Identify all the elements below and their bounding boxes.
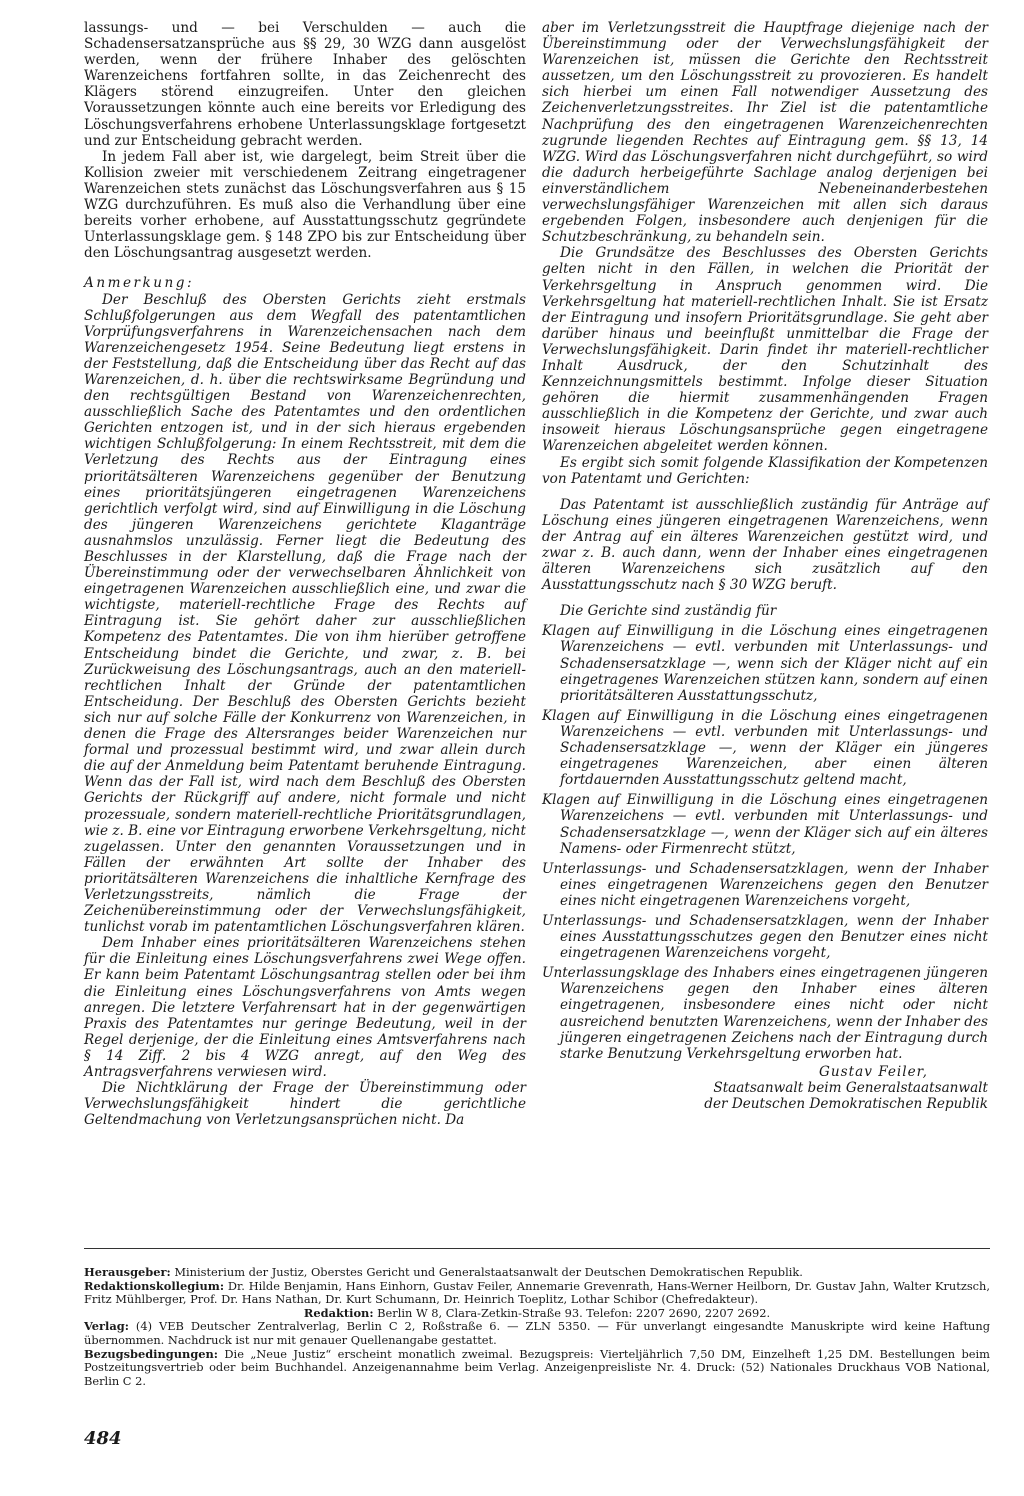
paragraph: Es ergibt sich somit folgende Klassifikation der Kompetenzen von Patentamt und Gerichten:: [542, 454, 988, 487]
imprint-publisher: [84, 1266, 990, 1280]
imprint-label: Bezugsbedingungen:: [84, 1346, 219, 1361]
list-item: Unterlassungs- und Schadensersatzklagen, wenn der Inhaber eines eingetragenen Warenzeichens gegen den Benutzer eines nicht eingetragenen Warenzeichens vorgeht,: [542, 860, 988, 909]
imprint-bezug: [84, 1348, 990, 1389]
list-item: Klagen auf Einwilligung in die Löschung eines eingetragenen Warenzeichens — evtl. verbunden mit Unterlassungs- und Schadensersatzklage —, wenn sich der Kläger nicht auf ein eingetragenes Warenzeichen stützen kann, sondern auf einen prioritätsälteren Ausstattungsschutz,: [542, 623, 988, 704]
imprint-label: Redaktionskollegium:: [84, 1278, 225, 1293]
right-column: [542, 20, 988, 1112]
paragraph: Der Beschluß des Obersten Gerichts zieht erstmals Schlußfolgerungen aus dem Wegfall des patentamtlichen Vorprüfungsverfahrens in Warenzeichensachen nach dem Warenzeichengesetz 1954. Seine Bedeutung liegt erstens in der Feststellung, daß die Entscheidung über das Recht auf das Warenzeichen, d. h. über die rechtswirksame Begründung und den rechtsgültigen Bestand von Warenzeichenrechten, ausschließlich Sache des Patentamtes und den ordentlichen Gerichten entzogen ist, und in der sich hieraus ergebenden wichtigen Schlußfolgerung: In einem Rechtsstreit, mit dem die Verletzung des Rechts aus der Eintragung eines prioritätsälteren Warenzeichens gegenüber der Benutzung eines prioritätsjüngeren eingetragenen Warenzeichens gerichtlich verfolgt wird, sind auf Einwilligung in die Löschung des jüngeren Warenzeichens gerichtete Klaganträge ausnahmslos unzulässig. Ferner liegt die Bedeutung des Beschlusses in der Klarstellung, daß die Frage nach der Übereinstimmung oder der verwechselbaren Ähnlichkeit von eingetragenen Warenzeichen ausschließlich eine, und zwar die wichtigste, materiell-rechtliche Frage des Rechts auf Eintragung ist. Sie gehört daher zur ausschließlichen Kompetenz des Patentamtes. Die von ihm hierüber getroffene Entscheidung bindet die Gerichte, und zwar, z. B. bei Zurückweisung des Löschungsantrags, auch an den materiell-rechtlichen Inhalt der Gründe der patentamtlichen Entscheidung. Der Beschluß des Obersten Gerichts bezieht sich nur auf solche Fälle der Konkurrenz von Warenzeichen, in denen die Frage des Altersranges beider Warenzeichen nur formal und prozessual bestimmt wird, und zwar allein durch die auf der Anmeldung beim Patentamt beruhende Eintragung. Wenn das der Fall ist, wird nach dem Beschluß des Obersten Gerichts der Rückgriff auf andere, nicht formale und nicht prozessuale, sondern materiell-rechtliche Prioritätsgrundlagen, wie z. B. eine vor Eintragung erworbene Verkehrsgeltung, nicht zugelassen. Unter den genannten Voraussetzungen und in Fällen der erwähnten Art sollte der Inhaber des prioritätsälteren Warenzeichens die inhaltliche Kernfrage des Verletzungsstreits, nämlich die Frage der Zeichenübereinstimmung oder der Verwechslungsfähigkeit, tunlichst vorab im patentamtlichen Löschungsverfahren klären.: [84, 291, 527, 936]
imprint-text: (4) VEB Deutscher Zentralverlag, Berlin C 2, Roßstraße 6. — ZLN 5350. — Für unverlangt eingesandte Manuskripte wird keine Haftung übernommen. Nachdruck ist nur mit genauer Quellenangabe gestattet.: [84, 1319, 990, 1347]
left-column: [84, 20, 526, 1128]
signature-name: Gustav Feiler,: [819, 1063, 928, 1080]
imprint-text: Berlin W 8, Clara-Zetkin-Straße 93. Telefon: 2207 2690, 2207 2692.: [377, 1305, 771, 1320]
imprint-label: Herausgeber:: [84, 1265, 171, 1279]
imprint: [84, 1266, 990, 1388]
imprint-text: Dr. Hilde Benjamin, Hans Einhorn, Gustav Feiler, Annemarie Grevenrath, Hans-Werner Heilborn, Dr. Gustav Jahn, Walter Krutzsch, Fritz Mühlberger, Prof. Dr. Hans Nathan, Dr. Kurt Schumann, Dr. Heinrich Toeplitz, Lothar Schibor (Chefredakteur).: [84, 1278, 990, 1307]
paragraph: Das Patentamt ist ausschließlich zuständig für Anträge auf Löschung eines jüngeren eingetragenen Warenzeichens, wenn der Antrag auf ein älteres Warenzeichen gestützt wird, und zwar z. B. auch dann, wenn der Inhaber eines eingetragenen älteren Warenzeichens sich zusätzlich auf den Ausstattungsschutz nach § 30 WZG beruft.: [542, 496, 988, 594]
list-item: Unterlassungs- und Schadensersatzklagen, wenn der Inhaber eines Ausstattungsschutzes gegen den Benutzer eines nicht eingetragenen Warenzeichens vorgeht,: [542, 912, 988, 962]
paragraph: Die Gerichte sind zuständig für: [560, 603, 777, 620]
signature-title: Staatsanwalt beim Generalstaatsanwalt: [713, 1079, 988, 1096]
imprint-label: Redaktion:: [303, 1305, 374, 1320]
list-item: Klagen auf Einwilligung in die Löschung eines eingetragenen Warenzeichens — evtl. verbunden mit Unterlassungs- und Schadensersatzklage —, wenn der Kläger ein jüngeres eingetragenes Warenzeichen, aber einen älteren fortdauernden Ausstattungsschutz geltend macht,: [542, 707, 988, 789]
imprint-text: Die „Neue Justiz“ erscheint monatlich zweimal. Bezugspreis: Vierteljährlich 7,50 DM, Einzelheft 1,25 DM. Bestellungen beim Postzeitungsvertrieb oder beim Buchhandel. Anzeigenannahme beim Verlag. Anzeigenpreisliste Nr. 4. Druck: (52) Nationales Druckhaus VOB National, Berlin C 2.: [84, 1346, 990, 1388]
paragraph: lassungs- und — bei Verschulden — auch die Schadensersatzansprüche aus §§ 29, 30 WZG dann ausgelöst werden, wenn der frühere Inhaber des gelöschten Warenzeichens fortfahren sollte, in das Zeichenrecht des Klägers störend einzugreifen. Unter den gleichen Voraussetzungen könnte auch eine bereits vor Erledigung des Löschungsverfahrens erhobene Unterlassungsklage fortgesetzt und zur Entscheidung gebracht werden.: [84, 20, 526, 149]
list-item: Klagen auf Einwilligung in die Löschung eines eingetragenen Warenzeichens — evtl. verbunden mit Unterlassungs- und Schadensersatzklage —, wenn der Kläger sich auf ein älteres Namens- oder Firmenrecht stützt,: [542, 792, 988, 857]
paragraph: Die Nichtklärung der Frage der Übereinstimmung oder Verwechslungsfähigkeit hindert die gerichtliche Geltendmachung von Verletzungsansprüchen nicht. Da: [84, 1080, 526, 1129]
page-number: 484: [84, 1428, 122, 1449]
section-heading: Anmerkung:: [84, 275, 195, 292]
list-item: Unterlassungsklage des Inhabers eines eingetragenen jüngeren Warenzeichens gegen den Inhaber eines älteren eingetragenen, insbesondere eines nicht oder nicht ausreichend benutzten Warenzeichens, wenn der Inhaber des jüngeren eingetragenen Zeichens nach der Eintragung durch starke Benutzung Verkehrsgeltung erworben hat.: [542, 965, 988, 1062]
paragraph: Dem Inhaber eines prioritätsälteren Warenzeichens stehen für die Einleitung eines Löschungsverfahrens zwei Wege offen. Er kann beim Patentamt Löschungsantrag stellen oder bei ihm die Einleitung eines Löschungsverfahrens von Amts wegen anregen. Die letztere Verfahrensart hat in der gegenwärtigen Praxis des Patentamtes nur geringe Bedeutung, weil in der Regel derjenige, der die Einleitung eines Amtsverfahrens nach § 14 Ziff. 2 bis 4 WZG anregt, auf den Weg des Antragsverfahrens verwiesen wird.: [84, 935, 526, 1080]
divider: [84, 1248, 990, 1249]
imprint-editorial: [84, 1280, 990, 1307]
imprint-redaktion: [84, 1307, 990, 1321]
paragraph: Die Grundsätze des Beschlusses des Obersten Gerichts gelten nicht in den Fällen, in welchen die Priorität der Verkehrsgeltung in Anspruch genommen wird. Die Verkehrsgeltung hat materiell-rechtlichen Inhalt. Sie ist Ersatz der Eintragung und insofern Prioritätsgrundlage. Sie geht aber darüber hinaus und beeinflußt unmittelbar die Frage der Verwechslungsfähigkeit. Darin findet ihr materiell-rechtlicher Inhalt Ausdruck, der den Schutzinhalt des Kennzeichnungsmittels bestimmt. Infolge dieser Situation gehören die hiermit zusammenhängenden Fragen ausschließlich in die Kompetenz der Gerichte, und zwar auch insoweit hieraus Löschungsansprüche gegen eingetragene Warenzeichen abgeleitet werden können.: [542, 245, 988, 455]
imprint-text: Ministerium der Justiz, Oberstes Gericht und Generalstaatsanwalt der Deutschen Demokratischen Republik.: [174, 1265, 803, 1279]
paragraph: aber im Verletzungsstreit die Hauptfrage diejenige nach der Übereinstimmung oder der Verwechslungsfähigkeit der Warenzeichen ist, müssen die Gerichte den Rechtsstreit aussetzen, um den Löschungsstreit zu provozieren. Es handelt sich hierbei um einen Fall notwendiger Aussetzung des Zeichenverletzungsstreites. Ihr Ziel ist die patentamtliche Nachprüfung des den eingetragenen Warenzeichenrechten zugrunde liegenden Rechtes auf Eintragung gem. §§ 13, 14 WZG. Wird das Löschungsverfahren nicht durchgeführt, so wird die dadurch herbeigeführte Sachlage analog derjenigen bei einverständlichem Nebeneinanderbestehen verwechslungsfähiger Warenzeichen mit allen sich daraus ergebenden Folgen, insbesondere auch denjenigen für die Schutzbeschränkung, zu behandeln sein.: [542, 20, 988, 246]
signature-title: der Deutschen Demokratischen Republik: [704, 1096, 988, 1112]
paragraph: In jedem Fall aber ist, wie dargelegt, beim Streit über die Kollision zweier mit verschiedenem Zeitrang eingetragener Warenzeichen stets zunächst das Löschungsverfahren aus § 15 WZG durchzuführen. Es muß also die Verhandlung über eine bereits vorher erhobene, auf Ausstattungsschutz gegründete Unterlassungsklage gem. § 148 ZPO bis zur Entscheidung über den Löschungsantrag ausgesetzt werden.: [84, 148, 526, 262]
imprint-label: Verlag:: [84, 1319, 129, 1334]
imprint-verlag: [84, 1320, 990, 1347]
